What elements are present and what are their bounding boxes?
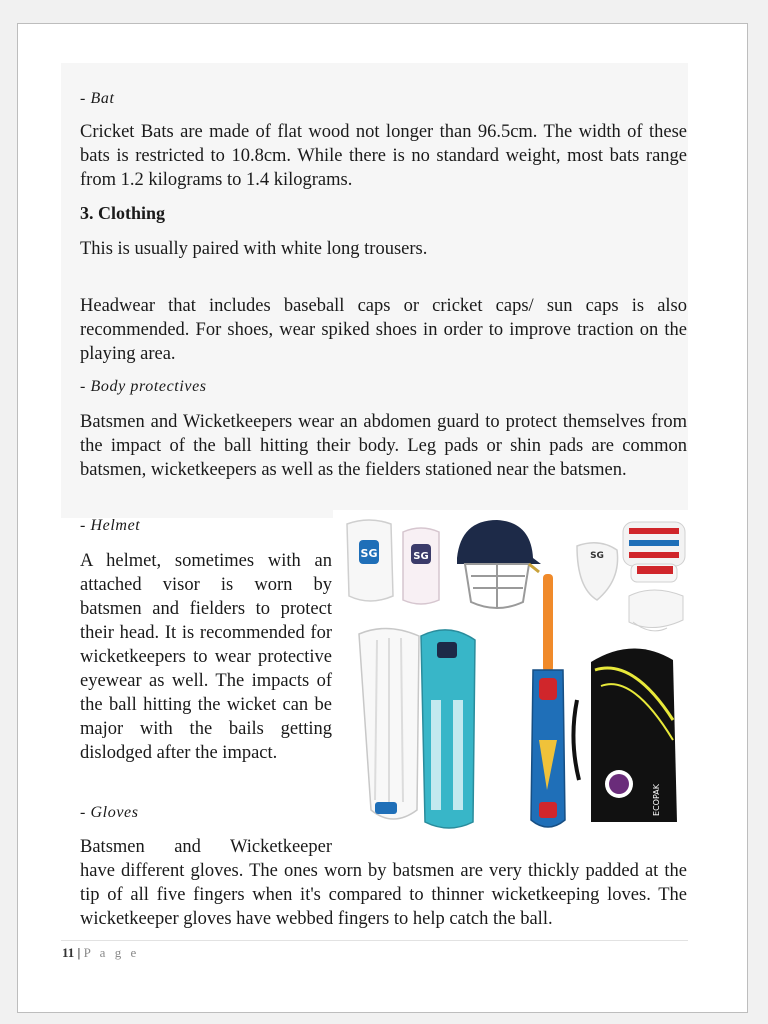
arm-guard-icon xyxy=(347,520,393,601)
clothing-paragraph-2: Headwear that includes baseball caps or cricket caps/ sun caps is also recommended. For shoes, wear spiked shoes in order to improve traction on the playing area. xyxy=(80,296,687,364)
svg-text:SG: SG xyxy=(360,547,378,560)
page-label: P a g e xyxy=(83,945,140,960)
helmet-subheading: - Helmet xyxy=(80,517,141,534)
page-number: 11 xyxy=(62,945,75,960)
cricket-bat-icon xyxy=(531,574,565,827)
footer-divider xyxy=(61,940,688,941)
svg-text:ECOPAK: ECOPAK xyxy=(652,784,661,816)
gloves-paragraph-rest: have different gloves. The ones worn by batsmen are very thickly padded at the tip of all five fingers when it's compared to thinner wicketkeeping loves. The wicketkeeper gloves have webbed fingers to help catch the ball. xyxy=(80,861,687,929)
body-protectives-subheading: - Body protectives xyxy=(80,378,207,395)
helmet-icon xyxy=(457,520,541,608)
page-separator: | xyxy=(77,945,81,960)
clothing-heading: 3. Clothing xyxy=(80,203,166,223)
svg-text:SG: SG xyxy=(590,551,604,561)
cricket-equipment-image xyxy=(333,510,713,840)
keeping-pad-icon xyxy=(421,630,475,828)
batting-pad-icon xyxy=(359,628,419,819)
bat-subheading: - Bat xyxy=(80,90,115,107)
body-protectives-paragraph: Batsmen and Wicketkeepers wear an abdomen guard to protect themselves from the impact of the ball hitting their body. Leg pads or shin pads are common batsmen, wicketkeepers as well as the fielders stationed near the batsmen. xyxy=(80,412,687,480)
arm-guard-2-icon xyxy=(403,528,439,604)
clothing-paragraph-1: This is usually paired with white long trousers. xyxy=(80,239,428,259)
page-footer xyxy=(62,945,139,961)
abdomen-guard-icon xyxy=(577,543,618,600)
inner-gloves-icon xyxy=(629,590,683,631)
batting-gloves-icon xyxy=(623,522,685,582)
cricket-equipment-illustration xyxy=(333,510,713,840)
gloves-paragraph-line1: Batsmen and Wicketkeeper xyxy=(80,837,332,857)
svg-text:SG: SG xyxy=(413,551,429,562)
bat-paragraph: Cricket Bats are made of flat wood not longer than 96.5cm. The width of these bats is restricted to 10.8cm. While there is no standard weight, most bats range from 1.2 kilograms to 1.4 kilograms. xyxy=(80,122,687,190)
gloves-subheading: - Gloves xyxy=(80,804,139,821)
helmet-paragraph: A helmet, sometimes with an attached visor is worn by batsmen and fielders to protect their head. It is recommended for wicketkeepers to wear protective eyewear as well. The impacts of the ball hitting the wicket can be major with the bails getting dislodged after the impact. xyxy=(80,551,332,763)
kit-bag-icon xyxy=(573,648,677,822)
